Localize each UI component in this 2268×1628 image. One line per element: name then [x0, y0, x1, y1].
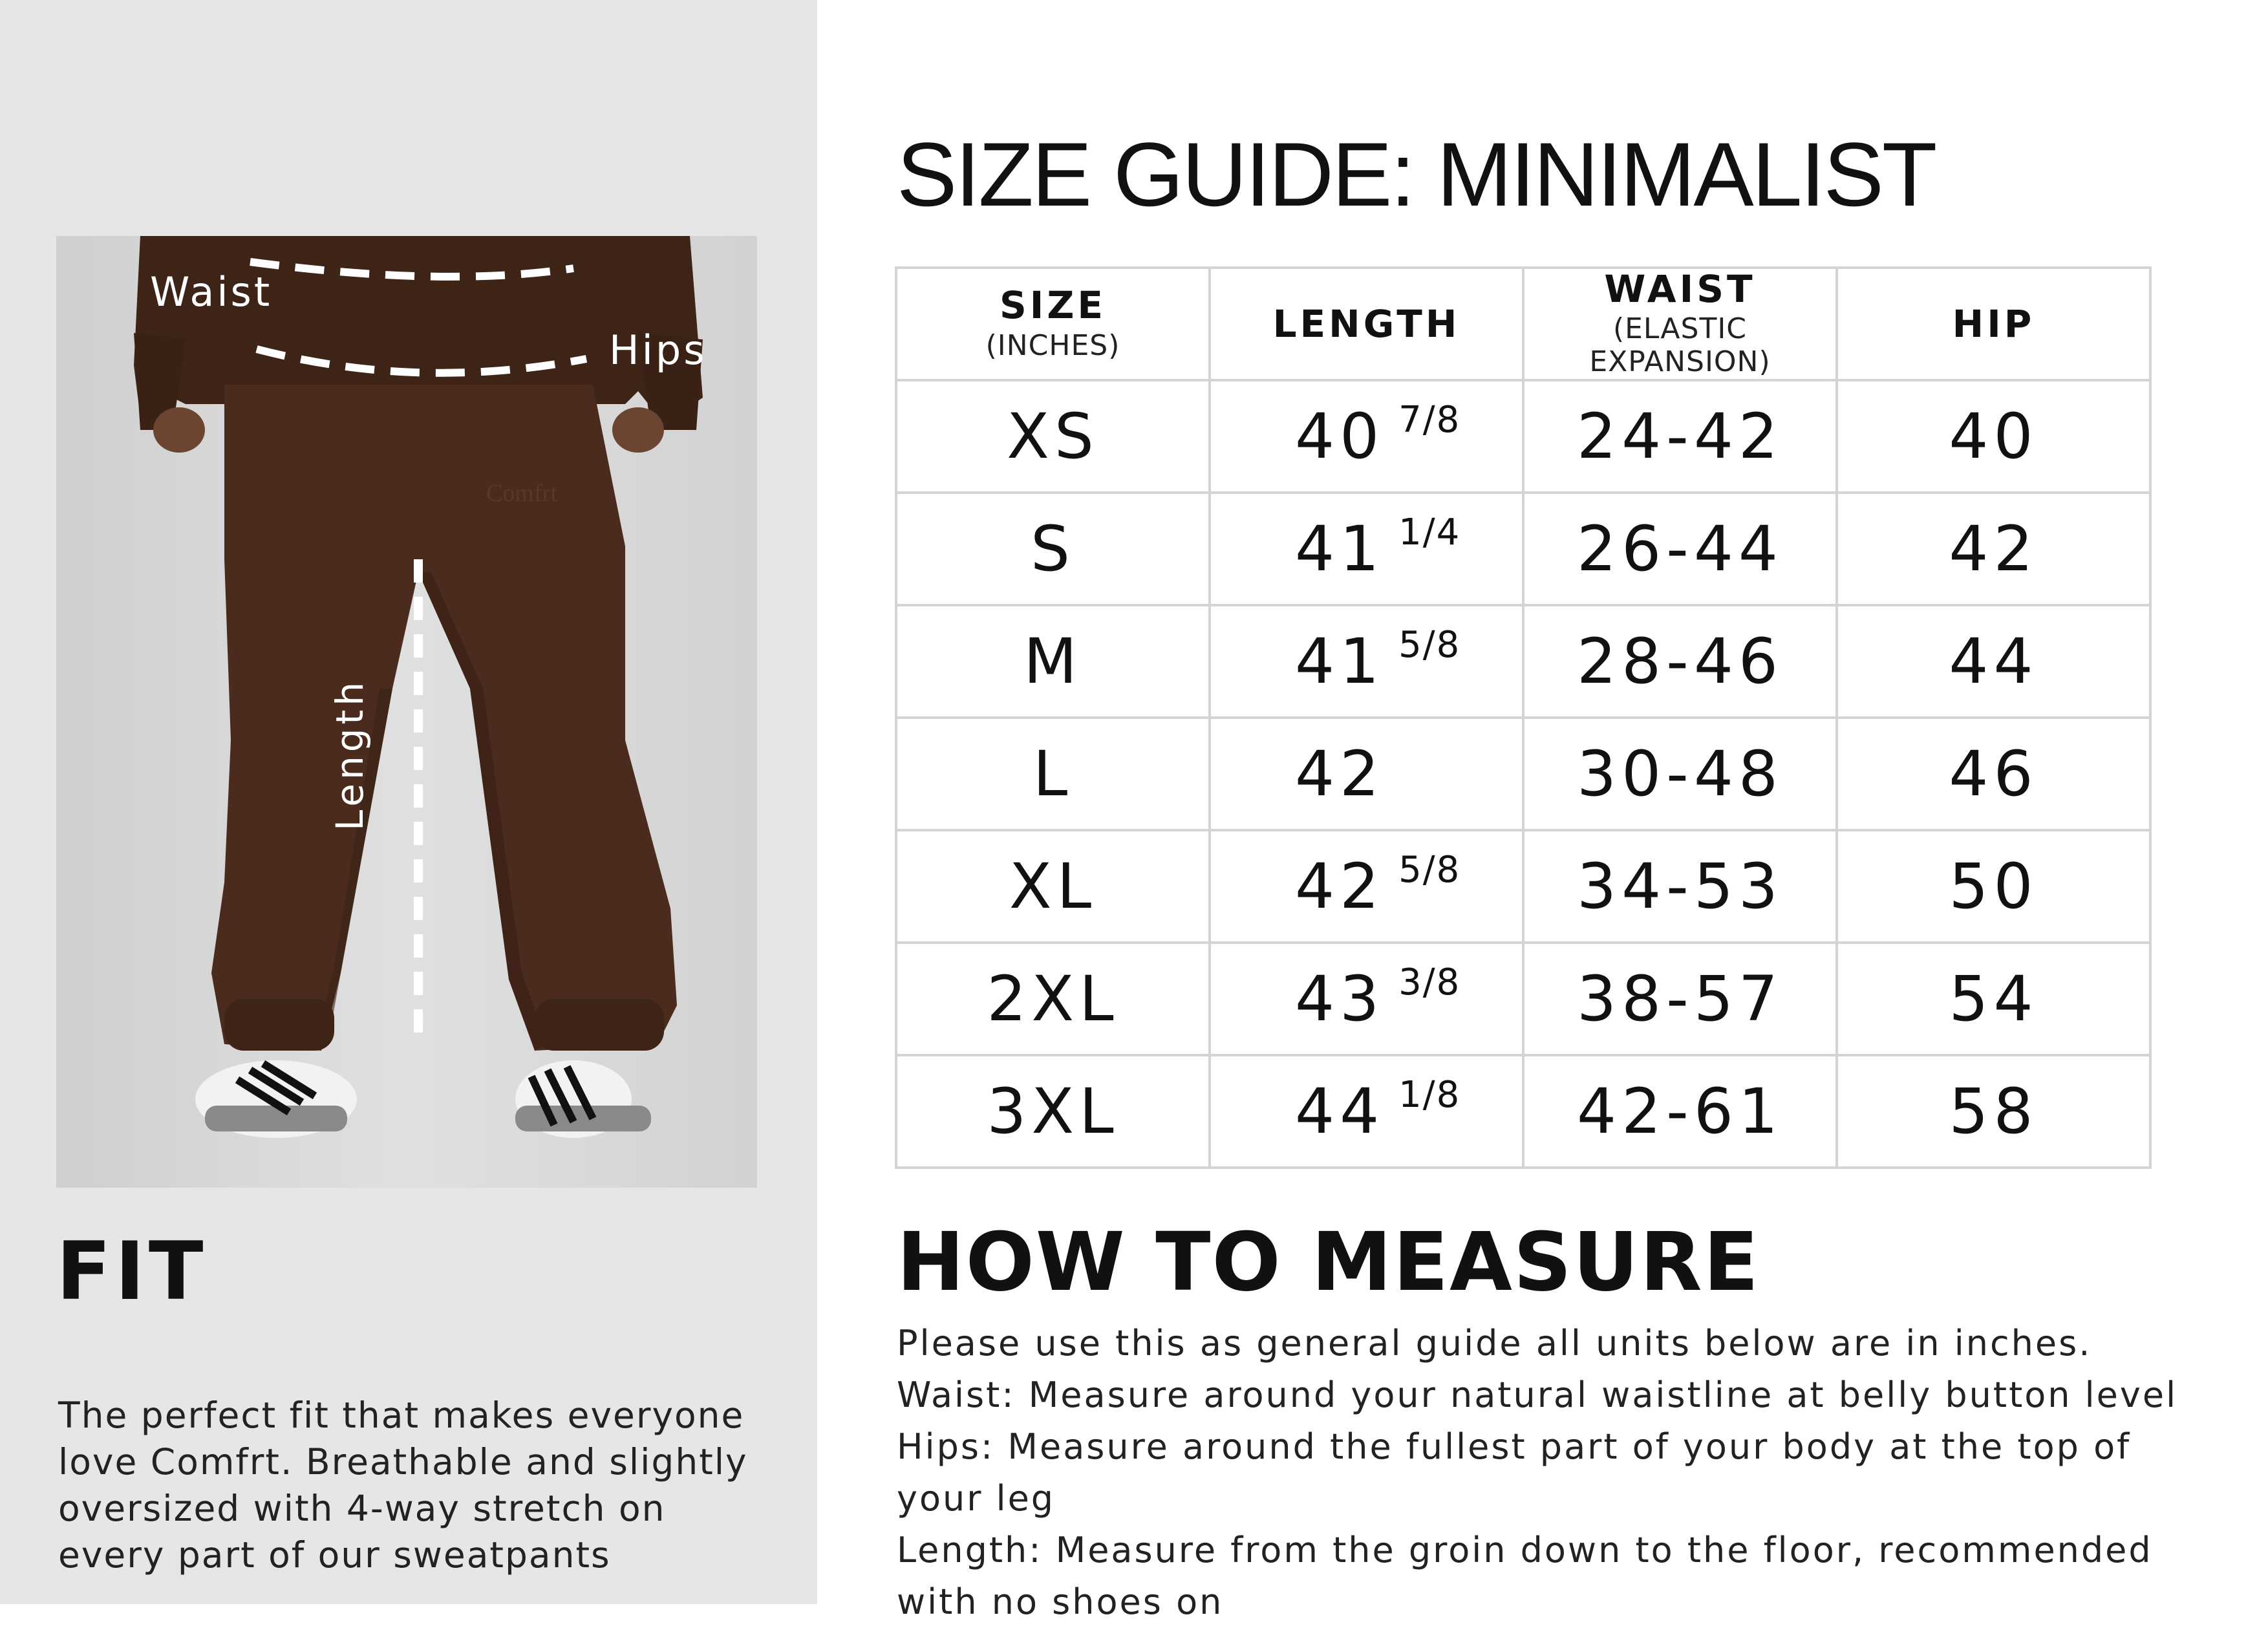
- page-title: SIZE GUIDE: MINIMALIST: [897, 123, 1936, 225]
- length-whole: 42: [1295, 850, 1385, 923]
- hip-cell: 40: [1837, 380, 2150, 493]
- length-whole: 40: [1295, 400, 1385, 473]
- length-cell: [1210, 493, 1523, 605]
- measure-instruction: Length: Measure from the groin down to the floor, recommended with no shoes on: [897, 1530, 2153, 1622]
- length-whole: 41: [1295, 513, 1385, 585]
- measure-instruction: Hips: Measure around the fullest part of your body at the top of your leg: [897, 1426, 2132, 1519]
- length-whole: 41: [1295, 625, 1385, 698]
- table-row: [896, 605, 2150, 718]
- waist-cell: 26-44: [1523, 493, 1837, 605]
- waist-cell: 38-57: [1523, 943, 1837, 1055]
- length-cell: [1210, 1055, 1523, 1168]
- size-cell: S: [896, 493, 1210, 605]
- length-fraction: 1/4: [1398, 511, 1461, 553]
- hip-cell: 46: [1837, 718, 2150, 830]
- fit-description: The perfect fit that makes everyone love Comfrt. Breathable and slightly oversized with 4-way stretch on every part of our sweatpants: [58, 1395, 748, 1576]
- length-fraction: 5/8: [1398, 624, 1461, 666]
- column-header-sublabel: (ELASTIC EXPANSION): [1589, 312, 1771, 379]
- hip-cell: 58: [1837, 1055, 2150, 1168]
- size-cell: XL: [896, 830, 1210, 943]
- table-row: [896, 943, 2150, 1055]
- size-cell: 3XL: [896, 1055, 1210, 1168]
- table-row: [896, 1055, 2150, 1168]
- how-to-measure-title: HOW TO MEASURE: [897, 1216, 1760, 1309]
- size-cell: XS: [896, 380, 1210, 493]
- hip-cell: 44: [1837, 605, 2150, 718]
- length-cell: [1210, 718, 1523, 830]
- column-header-size: [896, 268, 1210, 380]
- length-fraction: 5/8: [1398, 849, 1461, 891]
- how-to-measure-list: [897, 1318, 2229, 1628]
- column-header-hip: [1837, 268, 2150, 380]
- column-header-waist: [1523, 268, 1837, 380]
- waist-cell: 30-48: [1523, 718, 1837, 830]
- measure-instruction: Waist: Measure around your natural waistline at belly button level: [897, 1375, 2178, 1415]
- length-cell: [1210, 605, 1523, 718]
- waist-cell: 42-61: [1523, 1055, 1837, 1168]
- length-fraction: 3/8: [1398, 961, 1461, 1003]
- column-header-label: WAIST: [1604, 266, 1756, 311]
- waist-cell: 24-42: [1523, 380, 1837, 493]
- length-whole: 42: [1295, 738, 1385, 810]
- length-fraction: 7/8: [1398, 399, 1461, 441]
- size-cell: M: [896, 605, 1210, 718]
- measure-instruction: Please use this as general guide all units below are in inches.: [897, 1323, 2092, 1364]
- length-whole: 44: [1295, 1075, 1385, 1148]
- table-row: [896, 493, 2150, 605]
- length-label: Length: [328, 678, 372, 831]
- size-table: [895, 266, 2152, 1169]
- length-cell: [1210, 943, 1523, 1055]
- sweatpants-illustration: [56, 236, 757, 1188]
- table-row: [896, 718, 2150, 830]
- size-cell: 2XL: [896, 943, 1210, 1055]
- waist-cell: 34-53: [1523, 830, 1837, 943]
- table-row: [896, 830, 2150, 943]
- hips-label: Hips: [609, 327, 707, 374]
- fit-title: FIT: [56, 1225, 208, 1318]
- table-header-row: [896, 268, 2150, 380]
- length-whole: 43: [1295, 963, 1385, 1035]
- table-row: [896, 380, 2150, 493]
- column-header-length: [1210, 268, 1523, 380]
- column-header-label: SIZE: [999, 283, 1107, 328]
- size-cell: L: [896, 718, 1210, 830]
- length-cell: [1210, 830, 1523, 943]
- product-photo: [56, 236, 757, 1188]
- waist-label: Waist: [150, 268, 273, 316]
- brand-emboss: Comfrt: [486, 480, 557, 507]
- length-fraction: 1/8: [1398, 1074, 1461, 1116]
- column-header-label: HIP: [1952, 301, 2035, 346]
- hip-cell: 54: [1837, 943, 2150, 1055]
- length-cell: [1210, 380, 1523, 493]
- column-header-label: LENGTH: [1272, 301, 1460, 346]
- hip-cell: 50: [1837, 830, 2150, 943]
- column-header-sublabel: (INCHES): [985, 328, 1120, 362]
- left-panel: [0, 0, 817, 1604]
- hip-cell: 42: [1837, 493, 2150, 605]
- waist-cell: 28-46: [1523, 605, 1837, 718]
